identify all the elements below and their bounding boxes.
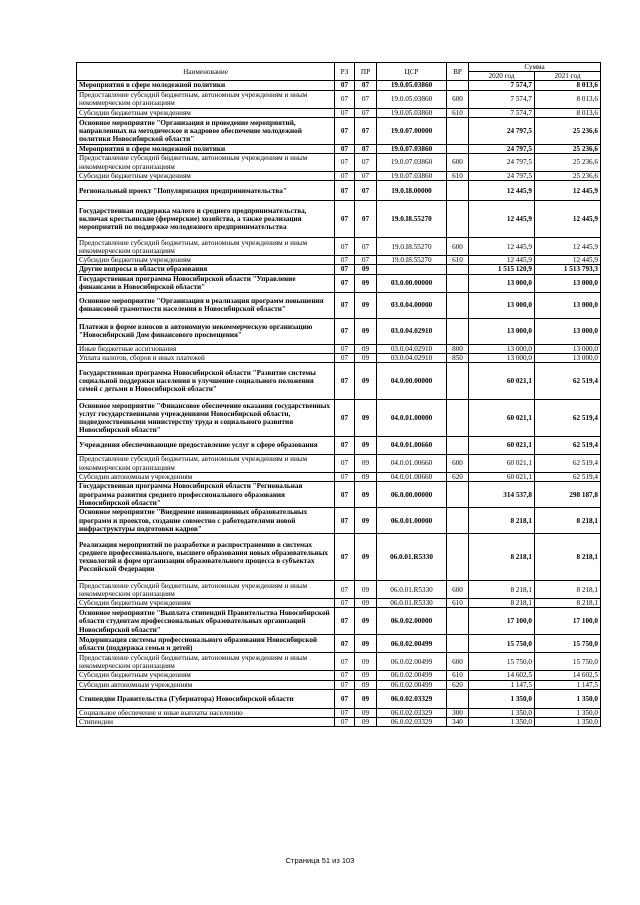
cell-rz: 07: [335, 318, 355, 344]
cell-name: Субсидии бюджетным учреждениям: [77, 671, 335, 680]
cell-2021: 1 350,0: [535, 689, 601, 708]
table-row: [77, 455, 601, 473]
cell-2020: 7 574,7: [469, 90, 535, 108]
cell-pr: 09: [355, 608, 377, 635]
cell-rz: 07: [335, 292, 355, 318]
cell-pr: 09: [355, 653, 377, 671]
table-row: [77, 473, 601, 482]
cell-rz: 07: [335, 256, 355, 265]
cell-pr: 07: [355, 181, 377, 201]
cell-csr: 06.0.02.03329: [377, 689, 447, 708]
cell-2021: 62 519,4: [535, 455, 601, 473]
cell-2020: 24 797,5: [469, 154, 535, 172]
cell-2021: 298 187,8: [535, 482, 601, 508]
cell-2021: 62 519,4: [535, 437, 601, 455]
cell-name: Основное мероприятие "Финансовое обеспечение оказания государственных услуг государственными учреждениями Новосибирской области, подведомственными министерству труда и социального развития Новосибирской области": [77, 400, 335, 437]
cell-rz: 07: [335, 400, 355, 437]
cell-csr: 03.0.04.00000: [377, 292, 447, 318]
table-row: [77, 635, 601, 653]
cell-2020: 7 574,7: [469, 81, 535, 90]
table-header-row: [77, 63, 601, 72]
cell-2021: 1 350,0: [535, 718, 601, 727]
cell-2021: 1 350,0: [535, 708, 601, 717]
cell-rz: 07: [335, 708, 355, 717]
cell-csr: 06.0.01.R5330: [377, 599, 447, 608]
cell-pr: 07: [355, 238, 377, 256]
cell-rz: 07: [335, 671, 355, 680]
table-row: [77, 689, 601, 708]
cell-rz: 07: [335, 482, 355, 508]
cell-vr: 610: [447, 671, 469, 680]
cell-name: Субсидии бюджетным учреждениям: [77, 172, 335, 181]
cell-name: Уплата налогов, сборов и иных платежей: [77, 353, 335, 362]
cell-2020: 8 218,1: [469, 599, 535, 608]
cell-csr: 06.0.02.03329: [377, 708, 447, 717]
cell-rz: 07: [335, 599, 355, 608]
cell-rz: 07: [335, 635, 355, 653]
table-row: [77, 256, 601, 265]
cell-2020: 13 000,0: [469, 274, 535, 292]
cell-csr: 19.0.05.03860: [377, 90, 447, 108]
cell-2021: 12 445,9: [535, 201, 601, 238]
budget-table: [76, 62, 601, 727]
cell-name: Платежи в форме взносов в автономную некоммерческую организацию "Новосибирский Дом финансового просвещения": [77, 318, 335, 344]
cell-pr: 09: [355, 274, 377, 292]
cell-csr: 19.0.07.03860: [377, 154, 447, 172]
cell-2020: 15 750,0: [469, 635, 535, 653]
table-row: [77, 274, 601, 292]
cell-pr: 09: [355, 455, 377, 473]
cell-rz: 07: [335, 363, 355, 400]
table-row: [77, 353, 601, 362]
cell-csr: 06.0.00.00000: [377, 482, 447, 508]
cell-2021: 15 750,0: [535, 635, 601, 653]
cell-2020: 314 537,8: [469, 482, 535, 508]
table-row: [77, 671, 601, 680]
cell-csr: 19.0.05.03860: [377, 108, 447, 117]
cell-pr: 09: [355, 482, 377, 508]
cell-vr: [447, 117, 469, 144]
cell-2020: 1 350,0: [469, 689, 535, 708]
cell-pr: 07: [355, 256, 377, 265]
cell-csr: 19.0.I8.55270: [377, 201, 447, 238]
table-row: [77, 154, 601, 172]
cell-rz: 07: [335, 689, 355, 708]
table-row: [77, 144, 601, 153]
cell-vr: [447, 363, 469, 400]
cell-name: Государственная программа Новосибирской области "Развитие системы социальной поддержки населения и улучшение социального положения семей с детьми в Новосибирской области": [77, 363, 335, 400]
table-row: [77, 708, 601, 717]
cell-pr: 09: [355, 265, 377, 274]
cell-name: Основное мероприятие "Выплата стипендий Правительства Новосибирской области студентам профессиональных образовательных организаций Новосибирской области": [77, 608, 335, 635]
cell-name: Предоставление субсидий бюджетным, автономным учреждениям и иным некоммерческим организациям: [77, 455, 335, 473]
table-row: [77, 90, 601, 108]
cell-2020: 60 021,1: [469, 473, 535, 482]
header-vr: ВР: [447, 63, 469, 81]
cell-pr: 09: [355, 363, 377, 400]
table-row: [77, 437, 601, 455]
header-year-2021: 2021 год: [535, 72, 601, 81]
table-row: [77, 363, 601, 400]
cell-pr: 07: [355, 172, 377, 181]
cell-vr: 600: [447, 581, 469, 599]
cell-csr: 19.0.I8.00000: [377, 181, 447, 201]
cell-pr: 09: [355, 344, 377, 353]
table-row: [77, 599, 601, 608]
cell-name: Субсидии бюджетным учреждениям: [77, 256, 335, 265]
table-row: [77, 718, 601, 727]
cell-2020: 13 000,0: [469, 353, 535, 362]
cell-2021: 12 445,9: [535, 181, 601, 201]
cell-name: Предоставление субсидий бюджетным, автономным учреждениям и иным некоммерческим организациям: [77, 238, 335, 256]
cell-vr: 600: [447, 154, 469, 172]
cell-rz: 07: [335, 274, 355, 292]
cell-2021: 8 013,6: [535, 90, 601, 108]
cell-2020: 60 021,1: [469, 400, 535, 437]
cell-csr: 06.0.02.00499: [377, 653, 447, 671]
cell-2020: 24 797,5: [469, 117, 535, 144]
cell-name: Мероприятия в сфере молодежной политики: [77, 81, 335, 90]
cell-vr: 300: [447, 708, 469, 717]
cell-pr: 09: [355, 508, 377, 534]
cell-name: Субсидии автономным учреждениям: [77, 473, 335, 482]
cell-2020: 15 750,0: [469, 653, 535, 671]
cell-name: Социальное обеспечение и иные выплаты населению: [77, 708, 335, 717]
table-body: [77, 81, 601, 727]
cell-vr: [447, 81, 469, 90]
table-row: [77, 318, 601, 344]
cell-vr: [447, 274, 469, 292]
cell-csr: [377, 265, 447, 274]
table-row: [77, 81, 601, 90]
table-row: [77, 344, 601, 353]
cell-vr: [447, 201, 469, 238]
cell-pr: 09: [355, 473, 377, 482]
cell-csr: 04.0.01.00660: [377, 437, 447, 455]
cell-rz: 07: [335, 154, 355, 172]
cell-2021: 25 236,6: [535, 172, 601, 181]
cell-vr: [447, 144, 469, 153]
cell-vr: 600: [447, 238, 469, 256]
cell-rz: 07: [335, 201, 355, 238]
cell-csr: 03.0.00.00000: [377, 274, 447, 292]
cell-pr: 09: [355, 599, 377, 608]
cell-pr: 09: [355, 318, 377, 344]
cell-name: Основное мероприятие "Организация и реализация программ повышения финансовой грамотности населения в Новосибирской области": [77, 292, 335, 318]
table-row: [77, 117, 601, 144]
cell-2020: 1 350,0: [469, 708, 535, 717]
cell-name: Государственная поддержка малого и среднего предпринимательства, включая крестьянские (фермерские) хозяйства, а также реализация мероприятий по поддержке молодежного предпринимательства: [77, 201, 335, 238]
cell-vr: [447, 181, 469, 201]
table-row: [77, 534, 601, 581]
cell-2020: 12 445,9: [469, 256, 535, 265]
cell-csr: 06.0.02.00499: [377, 671, 447, 680]
cell-rz: 07: [335, 181, 355, 201]
cell-vr: 800: [447, 344, 469, 353]
table-row: [77, 201, 601, 238]
cell-2021: 15 750,0: [535, 653, 601, 671]
cell-2021: 1 513 793,3: [535, 265, 601, 274]
cell-pr: 09: [355, 708, 377, 717]
cell-name: Основное мероприятие "Организация и проведение мероприятий, направленных на методическое и кадровое обеспечение молодежной политики Новосибирской области": [77, 117, 335, 144]
cell-pr: 09: [355, 689, 377, 708]
cell-rz: 07: [335, 718, 355, 727]
cell-name: Иные бюджетные ассигнования: [77, 344, 335, 353]
cell-rz: 07: [335, 353, 355, 362]
cell-name: Основное мероприятие "Внедрение инновационных образовательных программ и проектов, создание совместно с работодателями новой инфраструктуры подготовки кадров": [77, 508, 335, 534]
cell-rz: 07: [335, 90, 355, 108]
cell-name: Учреждения обеспечивающие предоставление услуг в сфере образования: [77, 437, 335, 455]
cell-vr: [447, 635, 469, 653]
cell-vr: 610: [447, 256, 469, 265]
cell-vr: 620: [447, 680, 469, 689]
cell-pr: 07: [355, 108, 377, 117]
cell-2021: 13 000,0: [535, 353, 601, 362]
cell-csr: 19.0.07.03860: [377, 144, 447, 153]
cell-vr: [447, 482, 469, 508]
cell-2021: 13 000,0: [535, 318, 601, 344]
cell-2021: 62 519,4: [535, 400, 601, 437]
cell-rz: 07: [335, 608, 355, 635]
cell-pr: 07: [355, 117, 377, 144]
cell-csr: 06.0.01.R5330: [377, 581, 447, 599]
cell-pr: 07: [355, 81, 377, 90]
cell-2021: 25 236,6: [535, 144, 601, 153]
cell-csr: 03.0.04.02910: [377, 353, 447, 362]
cell-rz: 07: [335, 653, 355, 671]
table-row: [77, 482, 601, 508]
table-row: [77, 292, 601, 318]
cell-vr: [447, 400, 469, 437]
cell-vr: [447, 318, 469, 344]
cell-2020: 12 445,9: [469, 201, 535, 238]
cell-2021: 14 602,5: [535, 671, 601, 680]
cell-csr: 04.0.01.00660: [377, 473, 447, 482]
cell-name: Стипендии Правительства (Губернатора) Новосибирской области: [77, 689, 335, 708]
header-sum: Сумма: [469, 63, 601, 72]
cell-2020: 12 445,9: [469, 238, 535, 256]
cell-2021: 8 218,1: [535, 508, 601, 534]
cell-2020: 60 021,1: [469, 437, 535, 455]
cell-csr: 19.0.07.03860: [377, 172, 447, 181]
table-row: [77, 181, 601, 201]
cell-pr: 07: [355, 90, 377, 108]
cell-name: Предоставление субсидий бюджетным, автономным учреждениям и иным некоммерческим организациям: [77, 581, 335, 599]
cell-2020: 13 000,0: [469, 292, 535, 318]
cell-rz: 07: [335, 680, 355, 689]
cell-2021: 8 218,1: [535, 534, 601, 581]
cell-name: Субсидии бюджетным учреждениям: [77, 108, 335, 117]
header-year-2020: 2020 год: [469, 72, 535, 81]
cell-2021: 62 519,4: [535, 473, 601, 482]
table-row: [77, 680, 601, 689]
cell-2020: 1 515 120,9: [469, 265, 535, 274]
cell-name: Модернизация системы профессионального образования Новосибирской области (поддержка семьи и детей): [77, 635, 335, 653]
cell-csr: 06.0.02.00499: [377, 635, 447, 653]
cell-vr: 850: [447, 353, 469, 362]
cell-pr: 09: [355, 437, 377, 455]
cell-vr: 600: [447, 455, 469, 473]
cell-vr: [447, 689, 469, 708]
table-row: [77, 653, 601, 671]
table-row: [77, 172, 601, 181]
cell-vr: 340: [447, 718, 469, 727]
table-row: [77, 608, 601, 635]
cell-vr: [447, 608, 469, 635]
cell-csr: 06.0.02.00000: [377, 608, 447, 635]
cell-2020: 12 445,9: [469, 181, 535, 201]
cell-2020: 13 000,0: [469, 344, 535, 353]
cell-csr: 03.0.04.02910: [377, 344, 447, 353]
cell-vr: [447, 508, 469, 534]
cell-rz: 07: [335, 265, 355, 274]
table-row: [77, 108, 601, 117]
cell-pr: 09: [355, 680, 377, 689]
cell-name: Государственная программа Новосибирской области "Управление финансами в Новосибирской области": [77, 274, 335, 292]
cell-vr: [447, 292, 469, 318]
cell-vr: [447, 265, 469, 274]
cell-2021: 1 147,5: [535, 680, 601, 689]
cell-name: Региональный проект "Популяризация предпринимательства": [77, 181, 335, 201]
cell-pr: 09: [355, 400, 377, 437]
cell-name: Предоставление субсидий бюджетным, автономным учреждениям и иным некоммерческим организациям: [77, 90, 335, 108]
cell-2020: 24 797,5: [469, 172, 535, 181]
cell-pr: 07: [355, 154, 377, 172]
table-row: [77, 581, 601, 599]
cell-2021: 13 000,0: [535, 292, 601, 318]
cell-rz: 07: [335, 108, 355, 117]
cell-vr: [447, 534, 469, 581]
cell-2020: 1 350,0: [469, 718, 535, 727]
cell-csr: 03.0.04.02910: [377, 318, 447, 344]
cell-vr: 610: [447, 599, 469, 608]
cell-vr: [447, 437, 469, 455]
cell-rz: 07: [335, 581, 355, 599]
cell-2021: 8 013,6: [535, 81, 601, 90]
cell-rz: 07: [335, 534, 355, 581]
cell-csr: 06.0.01.00000: [377, 508, 447, 534]
cell-csr: 04.0.01.00660: [377, 455, 447, 473]
cell-pr: 09: [355, 534, 377, 581]
cell-name: Предоставление субсидий бюджетным, автономным учреждениям и иным некоммерческим организациям: [77, 653, 335, 671]
cell-2021: 13 000,0: [535, 274, 601, 292]
cell-csr: 19.0.I8.55270: [377, 256, 447, 265]
cell-2020: 1 147,5: [469, 680, 535, 689]
cell-csr: 19.0.05.03860: [377, 81, 447, 90]
cell-2020: 8 218,1: [469, 508, 535, 534]
cell-name: Мероприятия в сфере молодежной политики: [77, 144, 335, 153]
cell-csr: 19.0.07.00000: [377, 117, 447, 144]
cell-rz: 07: [335, 172, 355, 181]
table-row: [77, 238, 601, 256]
cell-name: Стипендии: [77, 718, 335, 727]
cell-rz: 07: [335, 455, 355, 473]
header-csr: ЦСР: [377, 63, 447, 81]
cell-2021: 8 218,1: [535, 599, 601, 608]
header-rz: РЗ: [335, 63, 355, 81]
cell-csr: 06.0.02.03329: [377, 718, 447, 727]
cell-vr: 610: [447, 108, 469, 117]
cell-rz: 07: [335, 144, 355, 153]
cell-rz: 07: [335, 473, 355, 482]
cell-pr: 09: [355, 581, 377, 599]
cell-2021: 25 236,6: [535, 154, 601, 172]
cell-2021: 8 013,6: [535, 108, 601, 117]
cell-rz: 07: [335, 344, 355, 353]
cell-2020: 7 574,7: [469, 108, 535, 117]
header-name: Наименование: [77, 63, 335, 81]
cell-2020: 60 021,1: [469, 455, 535, 473]
cell-2020: 17 100,0: [469, 608, 535, 635]
cell-pr: 09: [355, 718, 377, 727]
cell-2020: 8 218,1: [469, 534, 535, 581]
cell-name: Другие вопросы в области образования: [77, 265, 335, 274]
cell-pr: 07: [355, 201, 377, 238]
cell-name: Субсидии бюджетным учреждениям: [77, 599, 335, 608]
cell-pr: 09: [355, 635, 377, 653]
cell-rz: 07: [335, 508, 355, 534]
cell-2021: 12 445,9: [535, 256, 601, 265]
cell-csr: 19.0.I8.55270: [377, 238, 447, 256]
cell-pr: 07: [355, 144, 377, 153]
cell-pr: 09: [355, 353, 377, 362]
cell-name: Предоставление субсидий бюджетным, автономным учреждениям и иным некоммерческим организациям: [77, 154, 335, 172]
cell-rz: 07: [335, 238, 355, 256]
cell-vr: 600: [447, 653, 469, 671]
cell-pr: 09: [355, 671, 377, 680]
cell-csr: 04.0.00.00000: [377, 363, 447, 400]
cell-rz: 07: [335, 81, 355, 90]
cell-csr: 04.0.01.00000: [377, 400, 447, 437]
table-row: [77, 400, 601, 437]
cell-2021: 13 000,0: [535, 344, 601, 353]
cell-2021: 17 100,0: [535, 608, 601, 635]
cell-2020: 24 797,5: [469, 144, 535, 153]
cell-2020: 8 218,1: [469, 581, 535, 599]
cell-csr: 06.0.01.R5330: [377, 534, 447, 581]
cell-vr: 620: [447, 473, 469, 482]
header-pr: ПР: [355, 63, 377, 81]
cell-2020: 14 602,5: [469, 671, 535, 680]
page-number: Страница 51 из 103: [285, 856, 355, 865]
cell-2021: 12 445,9: [535, 238, 601, 256]
cell-name: Реализация мероприятий по разработке и распространению в системах среднего профессионального, высшего образования новых образовательных технологий и форм организации образовательного процесса в субъектах Российской Федерации: [77, 534, 335, 581]
cell-pr: 09: [355, 292, 377, 318]
cell-2020: 13 000,0: [469, 318, 535, 344]
cell-2021: 62 519,4: [535, 363, 601, 400]
table-row: [77, 508, 601, 534]
cell-2021: 25 236,6: [535, 117, 601, 144]
cell-vr: 600: [447, 90, 469, 108]
cell-csr: 06.0.02.00499: [377, 680, 447, 689]
table-row: [77, 265, 601, 274]
cell-rz: 07: [335, 437, 355, 455]
cell-2020: 60 021,1: [469, 363, 535, 400]
cell-rz: 07: [335, 117, 355, 144]
cell-vr: 610: [447, 172, 469, 181]
cell-name: Государственная программа Новосибирской области "Региональная программа развития среднего профессионального образования Новосибирской области": [77, 482, 335, 508]
cell-name: Субсидии автономным учреждениям: [77, 680, 335, 689]
cell-2021: 8 218,1: [535, 581, 601, 599]
